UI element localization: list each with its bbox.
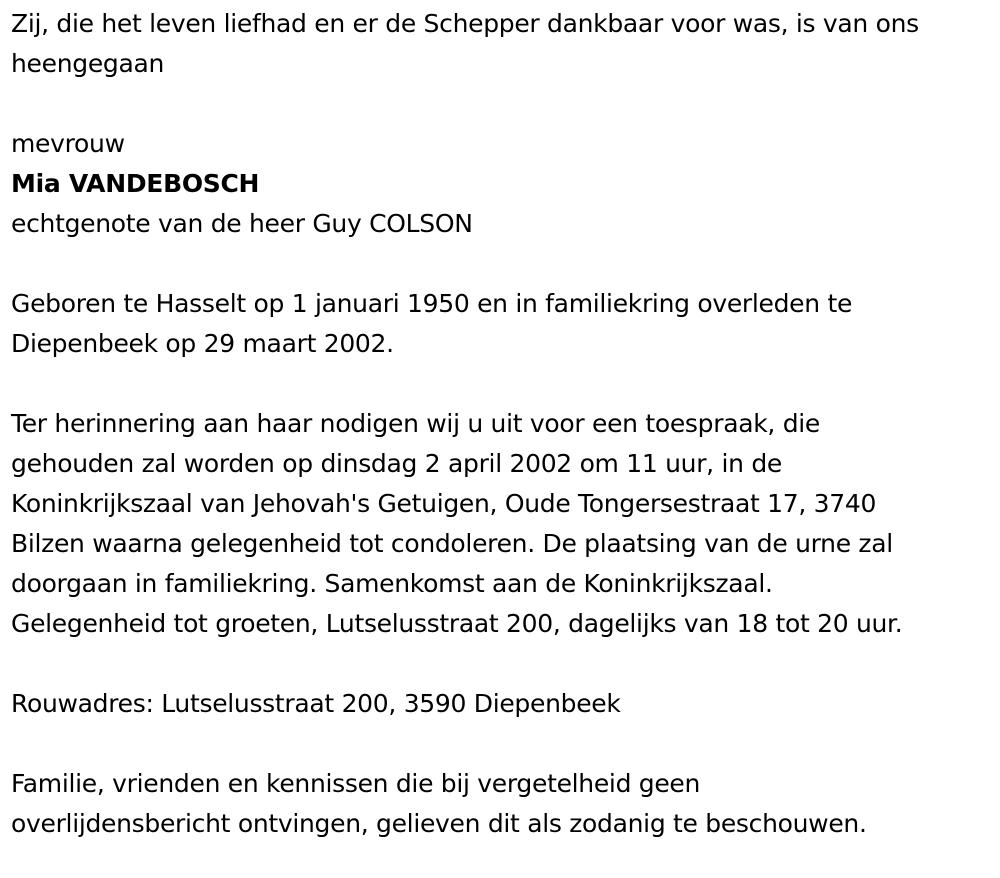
person-block — [11, 124, 996, 244]
spouse-line: echtgenote van de heer Guy COLSON — [11, 209, 473, 238]
birth-death-line-1: Geboren te Hasselt op 1 januari 1950 en in familiekring overleden te — [11, 289, 853, 318]
obituary-document — [11, 4, 996, 844]
birth-death-paragraph — [11, 284, 996, 364]
deceased-name: Mia VANDEBOSCH — [11, 169, 260, 198]
honorific: mevrouw — [11, 129, 125, 158]
spacer — [11, 364, 996, 404]
closing-paragraph — [11, 764, 996, 844]
intro-line-1: Zij, die het leven liefhad en er de Schepper dankbaar voor was, is van ons — [11, 9, 919, 38]
closing-line-1: Familie, vrienden en kennissen die bij vergetelheid geen — [11, 769, 701, 798]
ceremony-line-3: Koninkrijkszaal van Jehovah's Getuigen, Oude Tongersestraat 17, 3740 — [11, 489, 877, 518]
ceremony-line-6: Gelegenheid tot groeten, Lutselusstraat 200, dagelijks van 18 tot 20 uur. — [11, 609, 903, 638]
ceremony-line-4: Bilzen waarna gelegenheid tot condoleren. De plaatsing van de urne zal — [11, 529, 893, 558]
spacer — [11, 84, 996, 124]
ceremony-line-2: gehouden zal worden op dinsdag 2 april 2002 om 11 uur, in de — [11, 449, 782, 478]
ceremony-line-1: Ter herinnering aan haar nodigen wij u uit voor een toespraak, die — [11, 409, 821, 438]
ceremony-line-5: doorgaan in familiekring. Samenkomst aan de Koninkrijkszaal. — [11, 569, 773, 598]
intro-paragraph — [11, 4, 996, 84]
closing-line-2: overlijdensbericht ontvingen, gelieven dit als zodanig te beschouwen. — [11, 809, 867, 838]
address-paragraph — [11, 684, 996, 724]
spacer — [11, 244, 996, 284]
ceremony-paragraph — [11, 404, 996, 644]
intro-line-2: heengegaan — [11, 49, 165, 78]
birth-death-line-2: Diepenbeek op 29 maart 2002. — [11, 329, 394, 358]
mourning-address: Rouwadres: Lutselusstraat 200, 3590 Diepenbeek — [11, 689, 621, 718]
spacer — [11, 644, 996, 684]
spacer — [11, 724, 996, 764]
